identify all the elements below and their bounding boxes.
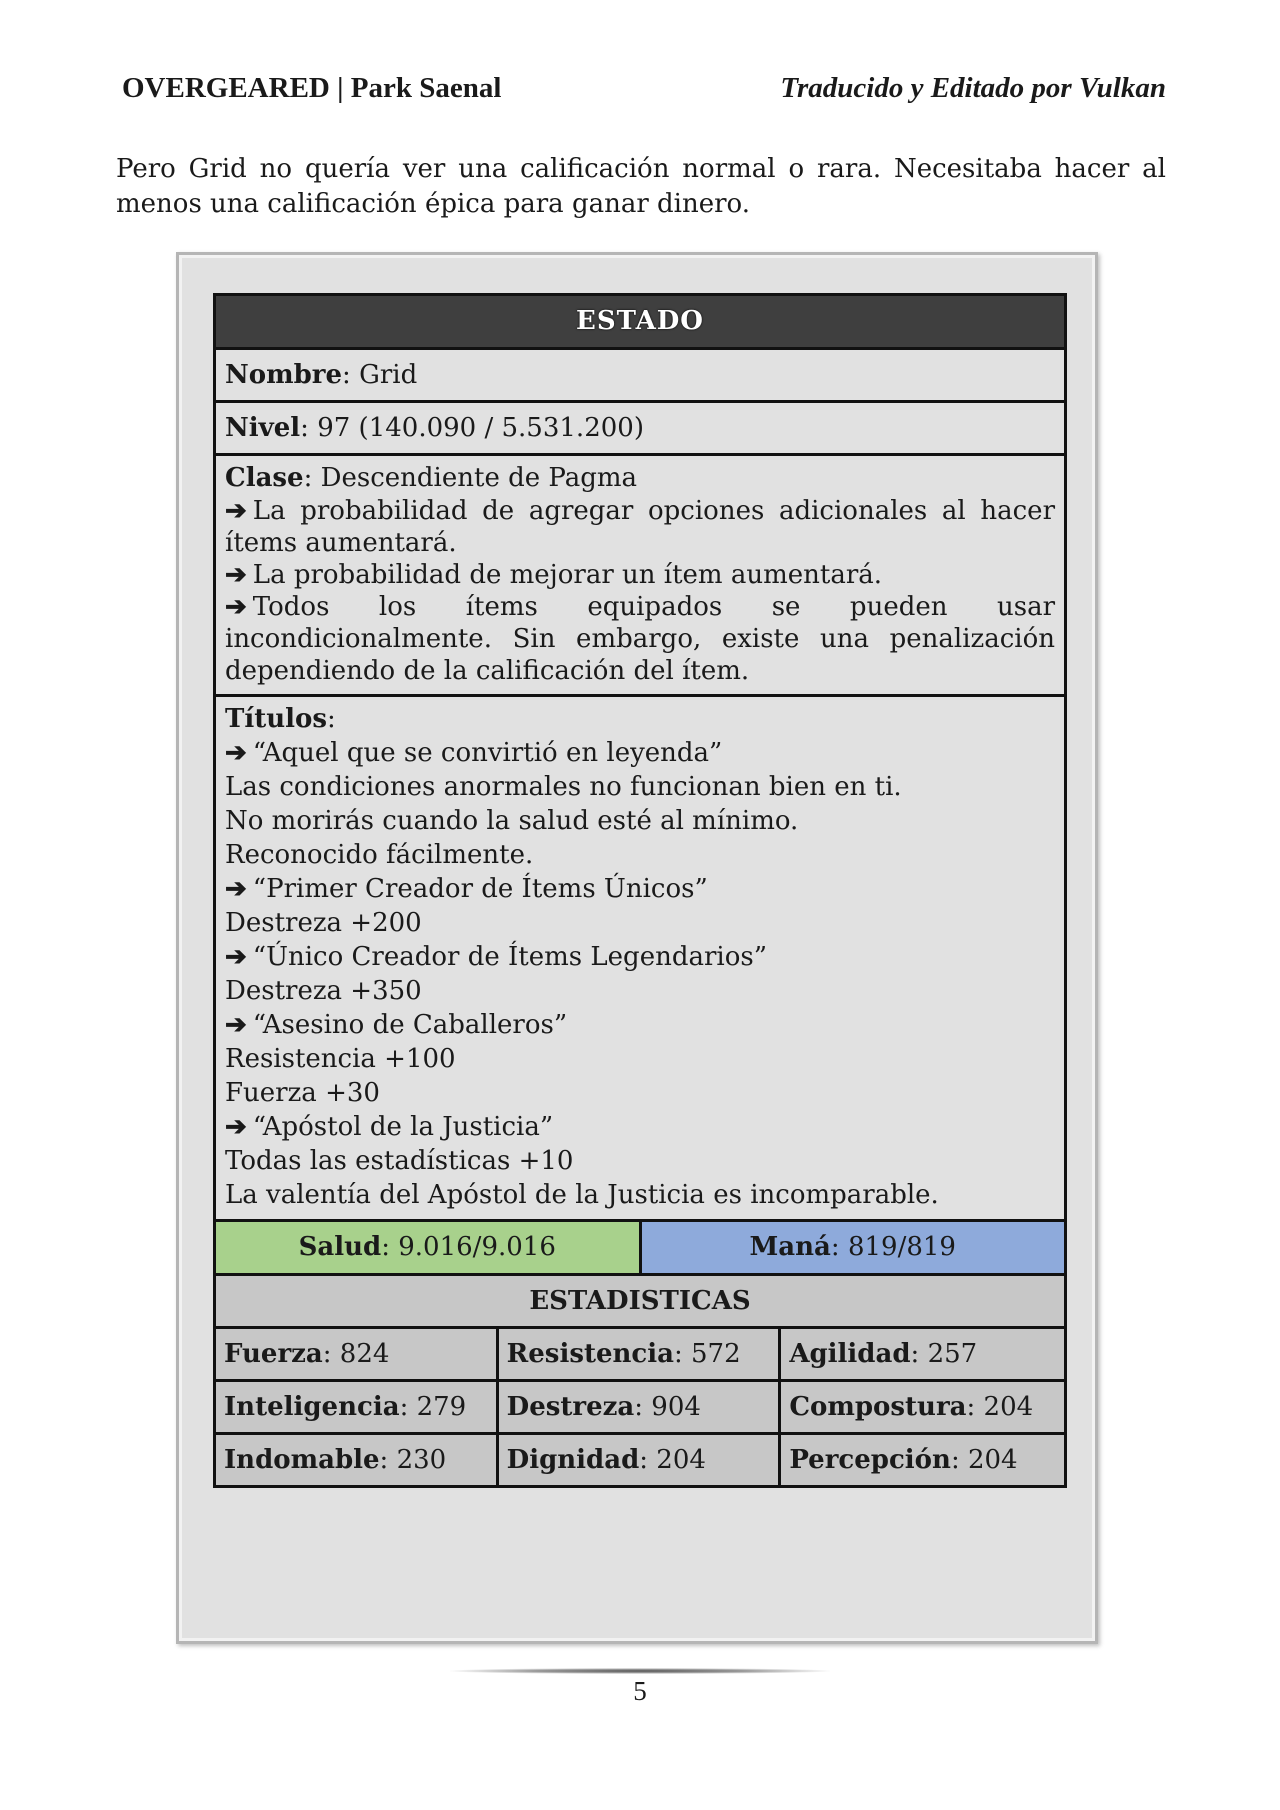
title-effect: Todas las estadísticas +10 [225,1146,574,1176]
stat-cell: Destreza: 904 [499,1382,782,1435]
title-name [225,736,1055,770]
stat-label: Percepción [789,1445,951,1475]
stat-cell: Indomable: 230 [216,1435,499,1485]
hp-mp-row [216,1222,1064,1276]
right-arrow-icon: ➔ [225,874,247,904]
stat-cell: Inteligencia: 279 [216,1382,499,1435]
stat-label: Dignidad [506,1445,640,1475]
class-value: Descendiente de Pagma [320,463,638,493]
title-name-text: “Único Creador de Ítems Legendarios” [252,942,768,972]
stat-value: 572 [691,1339,741,1369]
class-label: Clase [225,463,304,493]
intro-paragraph: Pero Grid no quería ver una calificación normal o rara. Necesitaba hacer al menos una calificación épica para ganar dinero. [116,154,1166,219]
stat-label: Indomable [224,1445,380,1475]
stat-value: 230 [396,1445,447,1475]
title-effect: Las condiciones anormales no funcionan bien en ti. [225,772,902,802]
stat-value: 204 [983,1392,1034,1422]
right-arrow-icon: ➔ [225,738,247,768]
class-effect [225,559,1055,591]
stat-value: 824 [339,1339,390,1369]
title-name [225,1008,1055,1042]
stat-value: 204 [656,1445,706,1475]
name-value: Grid [359,360,418,390]
stats-grid [216,1329,1064,1485]
title-effect: Destreza +200 [225,908,422,938]
right-arrow-icon: ➔ [225,1010,247,1040]
stat-label: Compostura [789,1392,967,1422]
stat-label: Destreza [506,1392,635,1422]
stats-title: ESTADISTICAS [216,1276,1064,1329]
title-effect: Destreza +350 [225,976,422,1006]
hp-cell: Salud: 9.016/9.016 [216,1222,642,1273]
title-name-text: “Apóstol de la Justicia” [252,1112,554,1142]
stat-cell: Agilidad: 257 [781,1329,1064,1382]
page-number: 5 [633,1676,647,1706]
title-name-text: “Asesino de Caballeros” [252,1010,568,1040]
stat-label: Fuerza [224,1339,323,1369]
title-effect: La valentía del Apóstol de la Justicia es incomparable. [225,1180,939,1210]
title-name [225,1110,1055,1144]
title-name [225,940,1055,974]
title-effect: Reconocido fácilmente. [225,840,534,870]
title-name-text: “Aquel que se convirtió en leyenda” [252,738,723,768]
title-name-text: “Primer Creador de Ítems Únicos” [252,874,708,904]
status-frame [176,252,1098,1644]
class-effect [225,591,1055,687]
class-effect [225,495,1055,559]
stat-cell: Dignidad: 204 [499,1435,782,1485]
titles-label: Títulos [225,704,327,734]
stat-cell: Compostura: 204 [781,1382,1064,1435]
stat-value: 279 [416,1392,467,1422]
status-window [213,293,1067,1488]
class-effects [225,495,1055,687]
titles-list [225,736,1055,1212]
page-header [122,72,1166,105]
mp-cell: Maná: 819/819 [642,1222,1065,1273]
stat-label: Agilidad [789,1339,911,1369]
title-name [225,872,1055,906]
right-arrow-icon: ➔ [225,1112,247,1142]
class-effect-text: La probabilidad de agregar opciones adicionales al hacer ítems aumentará. [225,496,1055,558]
stat-value: 257 [927,1339,978,1369]
level-value: 97 (140.090 / 5.531.200) [317,413,644,443]
right-arrow-icon: ➔ [225,560,247,590]
stat-label: Inteligencia [224,1392,400,1422]
stat-value: 204 [967,1445,1018,1475]
right-arrow-icon: ➔ [225,496,247,526]
stat-cell: Resistencia: 572 [499,1329,782,1382]
class-effect-text: Todos los ítems equipados se pueden usar incondicionalmente. Sin embargo, existe una penalización dependiendo de la calificación del ítem. [225,592,1055,686]
right-arrow-icon: ➔ [225,592,247,622]
hp-value: 9.016/9.016 [398,1232,556,1262]
mp-label: Maná [749,1232,831,1262]
title-effect: Resistencia +100 [225,1044,456,1074]
header-translator: Traducido y Editado por Vulkan [780,72,1166,104]
name-row: Nombre: Grid [216,350,1064,403]
title-effect: No morirás cuando la salud esté al mínimo. [225,806,799,836]
name-label: Nombre [225,360,343,390]
header-book-title: OVERGEARED | Park Saenal [122,72,502,104]
level-label: Nivel [225,413,301,443]
stat-label: Resistencia [506,1339,674,1369]
stat-cell: Fuerza: 824 [216,1329,499,1382]
footer-divider [450,1668,830,1674]
class-row: Clase: Descendiente de Pagma ➔ La probabilidad de agregar opciones adicionales al hacer ítems aumentará. ➔ La probabilidad de mejorar un ítem aumentará. ➔ Todos los ítems equipados se pueden usar incondicionalmente. Sin embargo, existe una penalización dependiendo de la calificación del ítem. [216,456,1064,697]
mp-value: 819/819 [847,1232,956,1262]
stat-cell: Percepción: 204 [789,1445,1018,1475]
level-row: Nivel: 97 (140.090 / 5.531.200) [216,403,1064,456]
status-title: ESTADO [216,296,1064,350]
title-effect: Fuerza +30 [225,1078,380,1108]
class-effect-text: La probabilidad de mejorar un ítem aumentará. [252,560,883,590]
stat-value: 904 [651,1392,701,1422]
titles-row: Títulos: ➔ “Aquel que se convirtió en leyenda” Las condiciones anormales no funcionan bien en ti. No morirás cuando la salud esté al mínimo. Reconocido fácilmente. ➔ “Primer Creador de Ítems Únicos” Destreza +200 ➔ “Único Creador de Ítems Legendarios” Destreza +350 ➔ “Asesino de Caballeros” Resistencia +100 Fuerza +30 ➔ “Apóstol de la Justicia” Todas las estadísticas +10 La valentía del Apóstol de la Justicia es incomparable. [216,697,1064,1222]
hp-label: Salud [298,1232,382,1262]
right-arrow-icon: ➔ [225,942,247,972]
